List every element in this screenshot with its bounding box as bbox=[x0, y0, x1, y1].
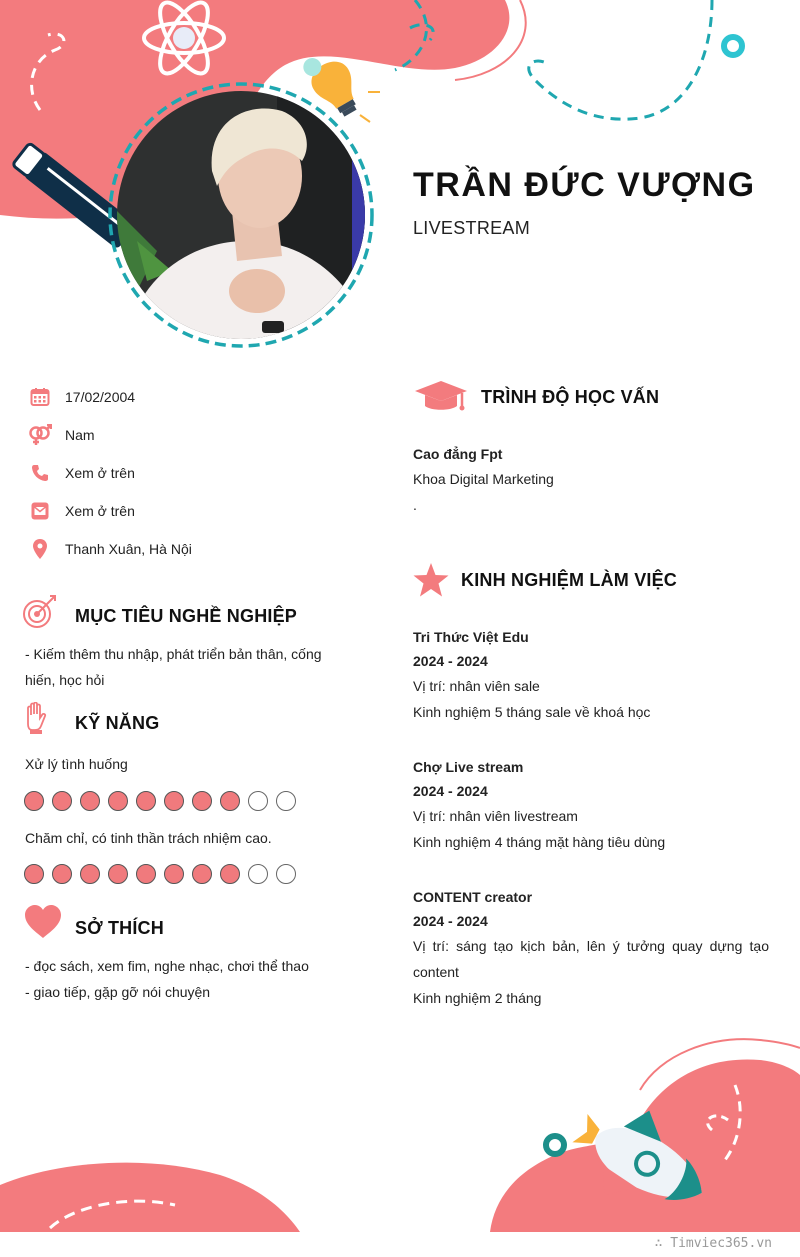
experience-years: 2024 - 2024 bbox=[413, 913, 488, 929]
calendar-icon bbox=[28, 385, 52, 409]
gender-text: Nam bbox=[65, 427, 95, 443]
email-text: Xem ở trên bbox=[65, 503, 135, 519]
rating-dot-filled bbox=[136, 864, 156, 884]
phone-icon bbox=[28, 461, 52, 485]
experience-detail: Kinh nghiệm 5 tháng sale về khoá học bbox=[413, 704, 651, 720]
avatar bbox=[117, 91, 365, 339]
target-icon bbox=[22, 594, 58, 635]
candidate-name: TRẦN ĐỨC VƯỢNG bbox=[413, 166, 756, 204]
rating-dot-filled bbox=[136, 791, 156, 811]
education-school: Cao đẳng Fpt bbox=[413, 446, 503, 462]
rating-dot-filled bbox=[80, 791, 100, 811]
heart-icon bbox=[24, 905, 62, 944]
contact-row-address bbox=[28, 537, 192, 561]
experience-detail: Kinh nghiệm 4 tháng mặt hàng tiêu dùng bbox=[413, 834, 666, 850]
experience-position: Vị trí: sáng tạo kịch bản, lên ý tưởng quay dựng tạo content bbox=[413, 938, 769, 980]
contact-row-phone bbox=[28, 461, 135, 485]
hobbies-line-2: - giao tiếp, gặp gỡ nói chuyện bbox=[25, 984, 211, 1000]
rating-dot-filled bbox=[52, 864, 72, 884]
graduation-cap-icon bbox=[413, 380, 469, 419]
hobbies-line-1: - đọc sách, xem fim, nghe nhạc, chơi thể thao bbox=[25, 958, 309, 974]
experience-item-1 bbox=[413, 625, 769, 725]
watermark: ∴ Timviec365.vn bbox=[654, 1236, 772, 1251]
experience-company: CONTENT creator bbox=[413, 889, 533, 905]
address-text: Thanh Xuân, Hà Nội bbox=[65, 541, 192, 557]
skill-rating-1 bbox=[24, 791, 296, 811]
rating-dot-filled bbox=[164, 864, 184, 884]
rating-dot-filled bbox=[192, 791, 212, 811]
objective-line-2: hiến, học hỏi bbox=[25, 672, 105, 688]
experience-detail: Kinh nghiệm 2 tháng bbox=[413, 990, 542, 1006]
experience-years: 2024 - 2024 bbox=[413, 653, 488, 669]
contact-row-email bbox=[28, 499, 135, 523]
experience-title: KINH NGHIỆM LÀM VIỆC bbox=[461, 570, 678, 590]
education-major: Khoa Digital Marketing bbox=[413, 471, 554, 487]
skills-title: KỸ NĂNG bbox=[75, 713, 160, 733]
gender-icon bbox=[28, 423, 52, 447]
location-pin-icon bbox=[28, 537, 52, 561]
phone-text: Xem ở trên bbox=[65, 465, 135, 481]
rating-dot-filled bbox=[80, 864, 100, 884]
experience-item-3 bbox=[413, 885, 769, 1011]
candidate-role: LIVESTREAM bbox=[413, 218, 531, 238]
objective-line-1: - Kiếm thêm thu nhập, phát triển bản thân, cống bbox=[25, 646, 322, 662]
rating-dot-filled bbox=[108, 791, 128, 811]
raised-hand-icon bbox=[24, 702, 48, 739]
email-icon bbox=[28, 499, 52, 523]
contact-row-gender bbox=[28, 423, 95, 447]
rating-dot-filled bbox=[220, 791, 240, 811]
rating-dot-filled bbox=[192, 864, 212, 884]
star-icon bbox=[413, 563, 449, 602]
rating-dot-filled bbox=[108, 864, 128, 884]
rating-dot-filled bbox=[24, 791, 44, 811]
experience-item-2 bbox=[413, 755, 769, 855]
experience-years: 2024 - 2024 bbox=[413, 783, 488, 799]
birthdate-text: 17/02/2004 bbox=[65, 389, 136, 405]
experience-position: Vị trí: nhân viên livestream bbox=[413, 808, 578, 824]
education-note: . bbox=[413, 497, 417, 513]
rating-dot-filled bbox=[220, 864, 240, 884]
rating-dot-filled bbox=[164, 791, 184, 811]
rating-dot-filled bbox=[52, 791, 72, 811]
experience-company: Chợ Live stream bbox=[413, 759, 524, 775]
skill-name-1: Xử lý tình huống bbox=[25, 756, 128, 772]
experience-position: Vị trí: nhân viên sale bbox=[413, 678, 540, 694]
rating-dot-empty bbox=[248, 864, 268, 884]
skill-rating-2 bbox=[24, 864, 296, 884]
contact-row-birthdate bbox=[28, 385, 135, 409]
rating-dot-empty bbox=[276, 864, 296, 884]
rocket-icon bbox=[557, 1086, 724, 1236]
rating-dot-filled bbox=[24, 864, 44, 884]
skill-name-2: Chăm chỉ, có tinh thần trách nhiệm cao. bbox=[25, 830, 272, 846]
rating-dot-empty bbox=[276, 791, 296, 811]
education-title: TRÌNH ĐỘ HỌC VẤN bbox=[481, 387, 660, 407]
objective-title: MỤC TIÊU NGHỀ NGHIỆP bbox=[75, 606, 298, 626]
hobbies-title: SỞ THÍCH bbox=[75, 918, 164, 938]
rating-dot-empty bbox=[248, 791, 268, 811]
experience-company: Tri Thức Việt Edu bbox=[413, 629, 529, 645]
